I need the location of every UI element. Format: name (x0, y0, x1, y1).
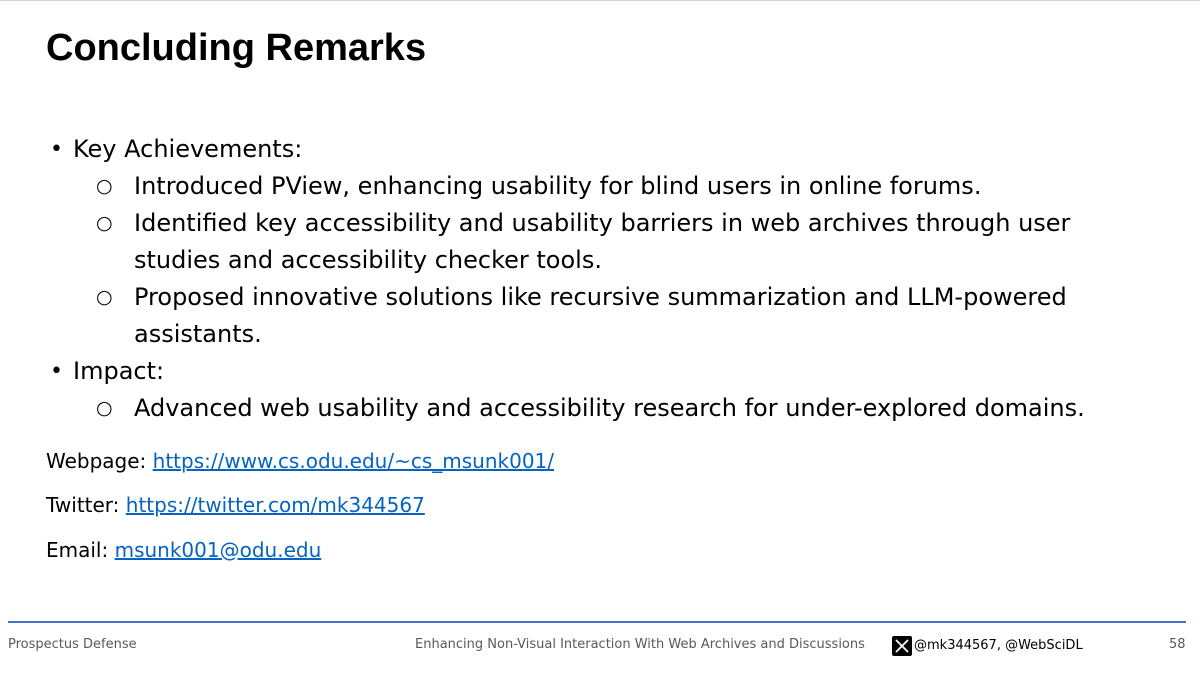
sub-bullet-text: Identified key accessibility and usability barriers in web archives through user studies and accessibility checker tools. (134, 209, 1071, 274)
sub-bullet-marker: ○ (96, 397, 113, 419)
email-label: Email: (46, 538, 109, 562)
sub-bullet-text: Advanced web usability and accessibility research for under-explored domains. (134, 394, 1085, 422)
slide-body (50, 131, 1160, 427)
page-number: 58 (1169, 637, 1186, 652)
bullet-label: Impact: (73, 357, 165, 385)
sub-bullet (50, 279, 1160, 353)
sub-bullet-text: Introduced PView, enhancing usability for blind users in online forums. (134, 172, 982, 200)
top-border (0, 0, 1200, 1)
key-achievements-list (50, 168, 1160, 353)
sub-bullet (50, 168, 1160, 205)
webpage-link[interactable]: https://www.cs.odu.edu/~cs_msunk001/ (152, 449, 555, 473)
footer-presentation-title: Prospectus Defense (8, 637, 137, 652)
sub-bullet-text: Proposed innovative solutions like recursive summarization and LLM-powered assistants. (134, 283, 1067, 348)
bullet-impact (50, 353, 1160, 390)
bullet-marker: • (50, 137, 63, 162)
sub-bullet (50, 390, 1160, 427)
bullet-marker: • (50, 359, 63, 384)
footer-social-handles (892, 636, 1083, 656)
x-logo-icon (892, 636, 912, 656)
twitter-link[interactable]: https://twitter.com/mk344567 (125, 493, 425, 517)
social-handles-text: @mk344567, @WebSciDL (914, 638, 1083, 653)
webpage-label: Webpage: (46, 449, 147, 473)
contact-twitter (46, 492, 425, 518)
email-link[interactable]: msunk001@odu.edu (114, 538, 322, 562)
footer-thesis-title: Enhancing Non-Visual Interaction With Web Archives and Discussions (415, 637, 865, 652)
slide-title: Concluding Remarks (46, 27, 427, 69)
sub-bullet (50, 205, 1160, 279)
sub-bullet-marker: ○ (96, 212, 113, 234)
twitter-label: Twitter: (46, 493, 120, 517)
impact-list (50, 390, 1160, 427)
contact-webpage (46, 448, 554, 474)
sub-bullet-marker: ○ (96, 286, 113, 308)
bullet-label: Key Achievements: (73, 135, 303, 163)
sub-bullet-marker: ○ (96, 175, 113, 197)
footer-divider (8, 621, 1186, 623)
contact-email (46, 537, 321, 563)
bullet-key-achievements (50, 131, 1160, 168)
